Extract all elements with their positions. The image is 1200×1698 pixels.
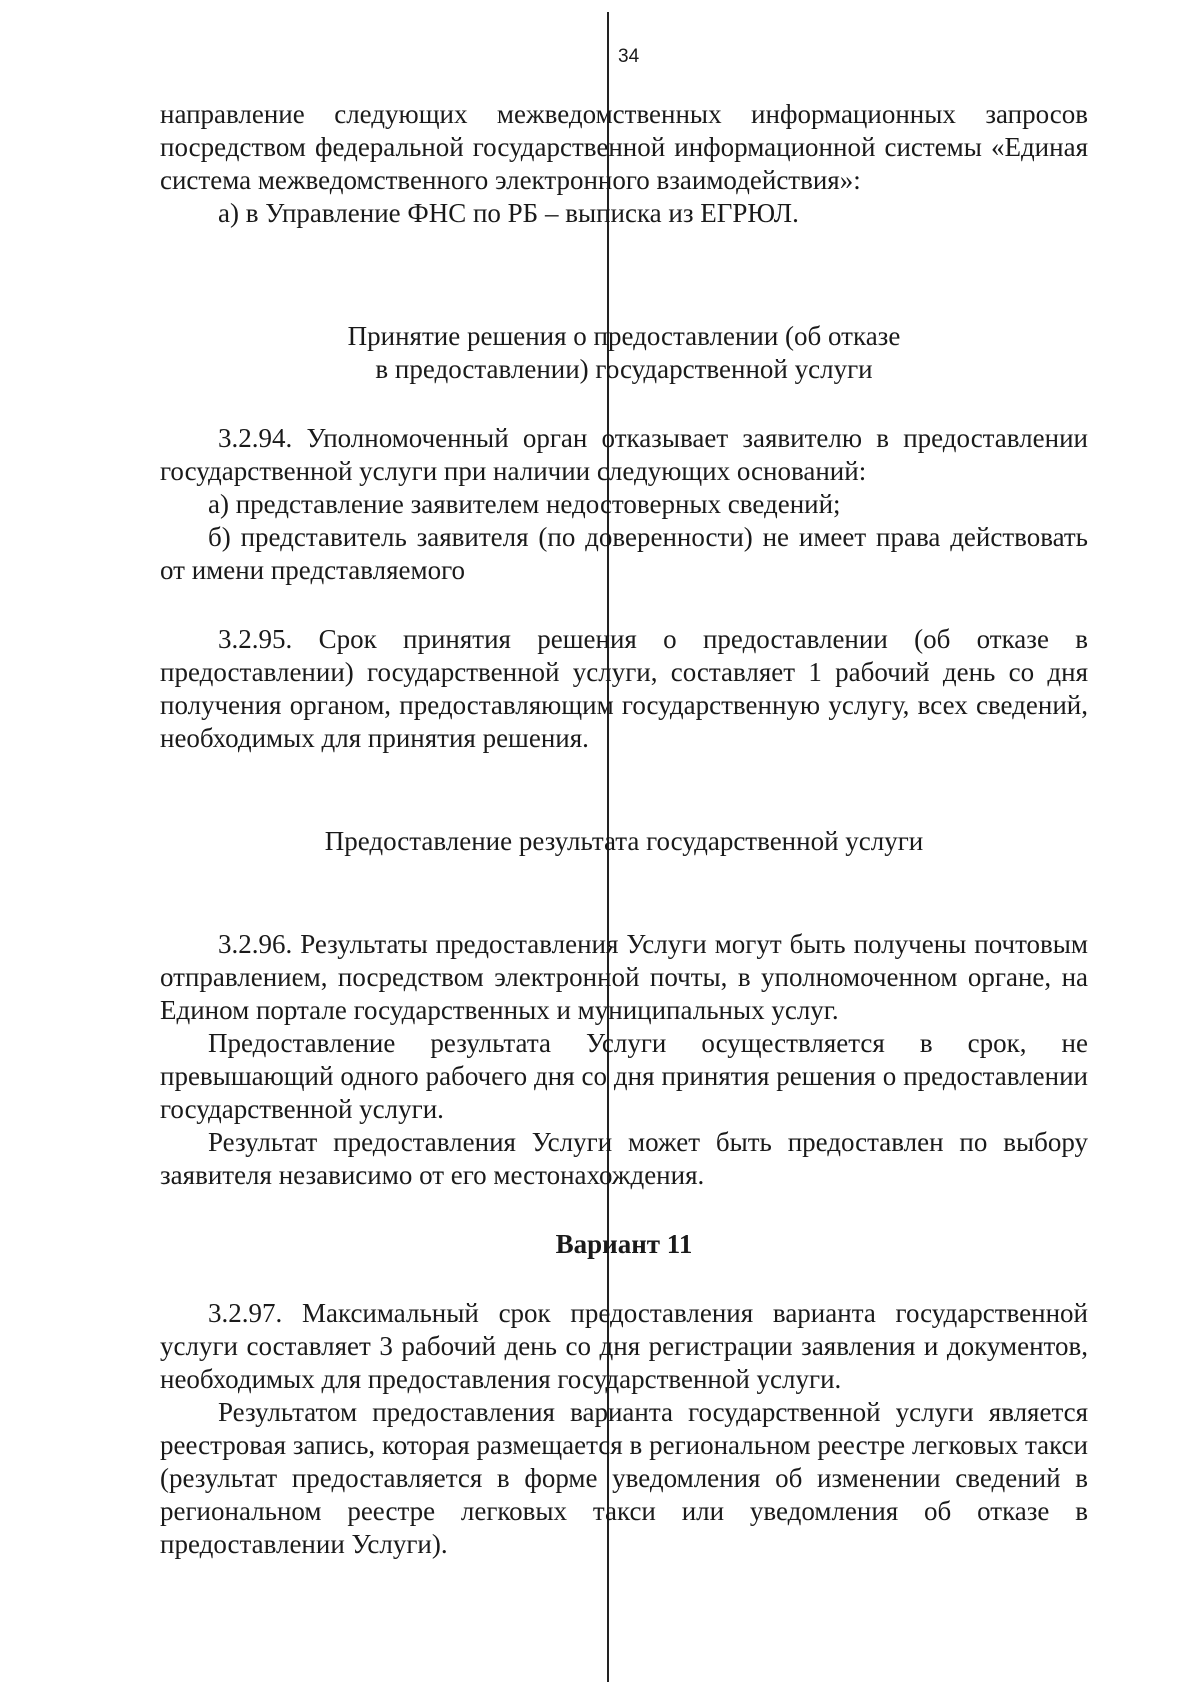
variant-result-paragraph: Результатом предоставления варианта государственной услуги является реестровая запись, которая размещается в региональном реестре легковых такси (результат предоставляется в форме уведомления об изменении сведений в региональном реестре легковых такси или уведомления об отказе в предоставлении Услуги).: [160, 1397, 1088, 1559]
paragraph-3-2-96: 3.2.96. Результаты предоставления Услуги могут быть получены почтовым отправлением, посредством электронной почты, в уполномоченном органе, на Едином портале государственных и муниципальных услуг.: [160, 929, 1088, 1025]
section-heading-decision-line1: Принятие решения о предоставлении (об отказе: [347, 321, 901, 351]
page-number: 34: [618, 46, 640, 67]
paragraph-3-2-94: 3.2.94. Уполномоченный орган отказывает заявителю в предоставлении государственной услуги при наличии следующих оснований:: [160, 423, 1088, 486]
intro-item-a: а) в Управление ФНС по РБ – выписка из ЕГРЮЛ.: [218, 198, 799, 228]
result-term-paragraph: Предоставление результата Услуги осуществляется в срок, не превышающий одного рабочего дня со дня принятия решения о предоставлении государственной услуги.: [160, 1028, 1088, 1124]
decision-item-a: а) представление заявителем недостоверных сведений;: [208, 489, 841, 519]
paragraph-3-2-95: 3.2.95. Срок принятия решения о предоставлении (об отказе в предоставлении) государственной услуги, составляет 1 рабочий день со дня получения органом, предоставляющим государственную услугу, всех сведений, необходимых для принятия решения.: [160, 624, 1088, 753]
paragraph-3-2-97: 3.2.97. Максимальный срок предоставления варианта государственной услуги составляет 3 рабочий день со дня регистрации заявления и документов, необходимых для предоставления государственной услуги.: [160, 1298, 1088, 1394]
result-choice-paragraph: Результат предоставления Услуги может быть предоставлен по выбору заявителя независимо от его местонахождения.: [160, 1127, 1088, 1190]
decision-item-b: б) представитель заявителя (по доверенности) не имеет права действовать от имени представляемого: [160, 522, 1088, 585]
section-heading-result: Предоставление результата государственной услуги: [324, 826, 924, 856]
section-heading-variant: Вариант 11: [555, 1229, 693, 1259]
document-body: [160, 98, 1088, 1561]
section-heading-decision-line2: в предоставлении) государственной услуги: [375, 354, 873, 384]
intro-paragraph: направление следующих межведомственных информационных запросов посредством федеральной государственной информационной системы «Единая система межведомственного электронного взаимодействия»:: [160, 99, 1088, 195]
